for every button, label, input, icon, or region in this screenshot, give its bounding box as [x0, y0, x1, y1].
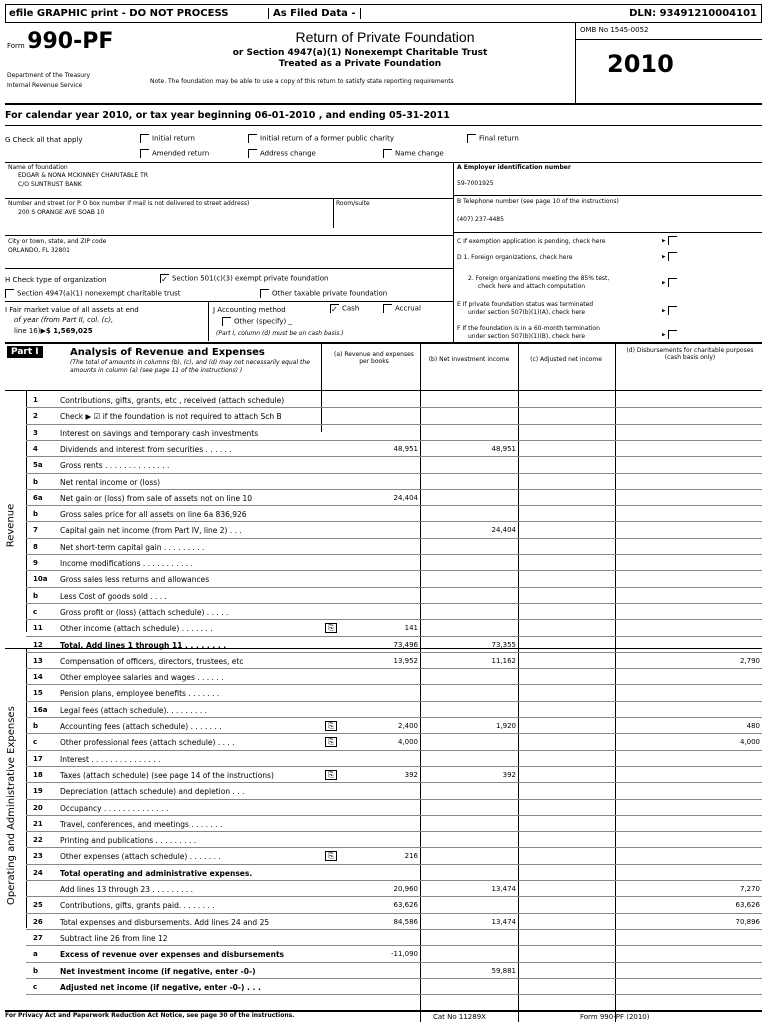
col-a-value: 392 [404, 770, 418, 779]
col-d-value: 70,896 [735, 917, 760, 926]
col-c-header: (c) Adjusted net income [530, 356, 602, 363]
col-a-value: 4,000 [397, 738, 418, 747]
e-label-1: E If private foundation status was terminated [457, 301, 594, 308]
efile-label: efile GRAPHIC print - DO NOT PROCESS [9, 8, 229, 19]
col-a-value: -11,090 [390, 950, 418, 959]
col-b-value: 24,404 [491, 526, 516, 535]
line-number: 7 [33, 526, 38, 535]
line-description: Subtract line 26 from line 12 [60, 933, 168, 943]
line-description: Interest . . . . . . . . . . . . . . . [60, 754, 161, 764]
fmv-value: $ 1,569,025 [45, 327, 93, 335]
part1-title: Analysis of Revenue and Expenses [70, 347, 265, 358]
address-change-checkbox[interactable]: Address change [248, 149, 316, 158]
form-subtitle-2: Treated as a Private Foundation [278, 59, 442, 69]
col-d-header: (d) Disbursements for charitable purposes (cash basis only) [626, 347, 754, 361]
line-number: 22 [33, 836, 43, 845]
filed-label: As Filed Data - [268, 8, 361, 19]
line-number: 3 [33, 428, 38, 437]
revenue-side-label: Revenue [5, 503, 17, 548]
city-state-zip: ORLANDO, FL 32801 [8, 247, 70, 254]
line-description: Other expenses (attach schedule) . . . . . . . [60, 852, 221, 862]
line-number: 5a [33, 461, 43, 470]
ein-label: A Employer identification number [457, 164, 571, 171]
col-a-value: 48,951 [393, 444, 418, 453]
form-title-block [5, 23, 762, 105]
line-number: 24 [33, 868, 43, 877]
line-number: 16a [33, 705, 48, 714]
line-number: b [33, 510, 39, 519]
line-description: Total. Add lines 1 through 11 . . . . . . . . [60, 640, 227, 650]
line-number: c [33, 607, 38, 616]
ein-value: 59-7001925 [457, 180, 494, 187]
line-number: b [33, 966, 39, 975]
dln-label: DLN: 93491210004101 [629, 8, 757, 19]
f-label-2: under section 507(b)(1)(B), check here [468, 333, 586, 340]
attachment-icon[interactable]: ⎘ [325, 721, 337, 731]
col-d-value: 63,626 [735, 901, 760, 910]
line-description: Other employee salaries and wages . . . . . . [60, 673, 224, 683]
footer-cat-no: Cat No 11289X [433, 1013, 486, 1021]
f-label-1: F If the foundation is in a 60-month termination [457, 325, 600, 332]
line-description: Pension plans, employee benefits . . . . . . . [60, 689, 220, 699]
form-note: Note. The foundation may be able to use a copy of this return to satisfy state reporting requirements [150, 78, 454, 85]
attachment-icon[interactable]: ⎘ [325, 623, 337, 633]
attachment-icon[interactable]: ⎘ [325, 770, 337, 780]
line-number: 20 [33, 803, 43, 812]
col-a-value: 216 [404, 852, 418, 861]
line-number: c [33, 982, 38, 991]
line-number: b [33, 477, 39, 486]
col-d-value: 7,270 [739, 885, 760, 893]
line-description: Gross profit or (loss) (attach schedule) . . . . . [60, 607, 229, 617]
h-check-label: H Check type of organization [5, 276, 107, 284]
col-a-header: (a) Revenue and expenses per books [334, 351, 414, 365]
part1-badge: Part I [7, 346, 43, 358]
line-description: Printing and publications . . . . . . . . . [60, 836, 197, 846]
line-number: 26 [33, 917, 43, 926]
c-exemption-label: C If exemption application is pending, check here [457, 238, 606, 245]
f-checkbox[interactable]: ▸ [662, 330, 680, 339]
d2-label-2: check here and attach computation [478, 283, 586, 290]
line-description: Income modifications . . . . . . . . . . . [60, 559, 193, 568]
amended-return-checkbox[interactable]: Amended return [140, 149, 209, 158]
line-description: Net rental income or (loss) [60, 477, 161, 487]
col-b-value: 392 [502, 770, 516, 779]
foundation-careof: C/O SUNTRUST BANK [18, 181, 82, 188]
initial-former-checkbox[interactable]: Initial return of a former public charity [248, 134, 394, 143]
line-number: 23 [33, 852, 43, 861]
line-number: 8 [33, 542, 38, 551]
i-fmv-label-2: of year (from Part II, col. (c), [14, 316, 114, 324]
city-label: City or town, state, and ZIP code [8, 238, 107, 245]
col-a-value: 73,496 [393, 640, 418, 649]
line-number: 17 [33, 754, 43, 763]
j-cash-checkbox[interactable]: ✓ Cash [331, 304, 360, 314]
line-description: Travel, conferences, and meetings . . . . . . . [60, 819, 223, 829]
line-description: Occupancy . . . . . . . . . . . . . . [60, 803, 169, 813]
line-description: Taxes (attach schedule) (see page 14 of the instructions) [60, 770, 274, 780]
form-prefix: Form [7, 42, 25, 50]
j-accrual-checkbox[interactable]: Accrual [383, 304, 421, 313]
omb-number: OMB No 1545-0052 [580, 26, 649, 34]
footer-privacy-notice: For Privacy Act and Paperwork Reduction Act Notice, see page 30 of the instructions. [5, 1012, 295, 1019]
h-other-checkbox[interactable]: Other taxable private foundation [260, 289, 387, 298]
line-description: Other income (attach schedule) . . . . . . . [60, 624, 213, 634]
col-a-value: 13,952 [393, 656, 418, 665]
line-description: Net gain or (loss) from sale of assets not on line 10 [60, 493, 253, 503]
j-other-checkbox[interactable]: Other (specify) _ [222, 317, 292, 326]
col-d-value: 2,790 [739, 656, 760, 665]
irs-label: Internal Revenue Service [7, 82, 83, 89]
col-d-value: 4,000 [739, 738, 760, 747]
line-number: 27 [33, 933, 43, 942]
line-description: Adjusted net income (if negative, enter -0-) . . . [60, 982, 261, 992]
col-a-value: 20,960 [393, 885, 418, 893]
dept-treasury: Department of the Treasury [7, 72, 91, 79]
line-description: Net short-term capital gain . . . . . . . . . [60, 542, 205, 552]
col-a-value: 84,586 [393, 917, 418, 926]
footer-form-id: Form 990-PF (2010) [580, 1013, 650, 1021]
line-number: 6a [33, 493, 43, 502]
line-description: Gross sales less returns and allowances [60, 575, 210, 585]
line-description: Dividends and interest from securities . . . . . . [60, 444, 232, 454]
line-number: 10a [33, 575, 48, 584]
line-number: 13 [33, 656, 43, 665]
form-number: 990-PF [27, 29, 114, 54]
phone-label: B Telephone number (see page 10 of the instructions) [457, 198, 619, 205]
line-number: 12 [33, 640, 43, 649]
line-description: Other professional fees (attach schedule) . . . . [60, 738, 235, 748]
line-number: 11 [33, 624, 43, 633]
street-label: Number and street (or P O box number if mail is not delivered to street address) [8, 200, 250, 207]
line-number: c [33, 738, 38, 747]
col-b-value: 48,951 [491, 444, 516, 453]
line-description: Excess of revenue over expenses and disbursements [60, 950, 285, 960]
part1-title-note: (The total of amounts in columns (b), (c), and (d) may not necessarily equal the amounts in column (a) (see page 11 of the instructions) ) [70, 359, 310, 374]
line-description: Legal fees (attach schedule). . . . . . . . . [60, 705, 207, 715]
h-501c3-checkbox[interactable]: ✓ Section 501(c)(3) exempt private foundation [161, 274, 329, 284]
line-description: Net investment income (if negative, enter -0-) [60, 966, 256, 976]
e-checkbox[interactable]: ▸ [662, 306, 680, 315]
line-number: 25 [33, 901, 43, 910]
line-description: Contributions, gifts, grants, etc , received (attach schedule) [60, 396, 285, 405]
tax-year: 2010 [607, 50, 674, 78]
line-number: 4 [33, 444, 38, 453]
col-d-value: 480 [746, 722, 760, 730]
calendar-year-line: For calendar year 2010, or tax year beginning 06-01-2010 , and ending 05-31-2011 [5, 110, 450, 121]
line-number: 18 [33, 770, 43, 779]
col-a-value: 63,626 [393, 901, 418, 910]
line-number: 1 [33, 396, 38, 404]
col-a-value: 24,404 [393, 493, 418, 502]
line-description: Check ▶ ☑ if the foundation is not required to attach Sch B [60, 412, 282, 422]
line-description: Compensation of officers, directors, trustees, etc [60, 656, 244, 666]
line-number: 9 [33, 559, 38, 567]
col-b-value: 73,355 [491, 640, 516, 649]
attachment-icon[interactable]: ⎘ [325, 851, 337, 861]
i-fmv-label-1: I Fair market value of all assets at end [5, 306, 139, 314]
line-number: a [33, 950, 38, 959]
d2-checkbox[interactable]: ▸ [662, 278, 680, 287]
final-return-checkbox[interactable]: Final return [467, 134, 519, 143]
col-b-value: 13,474 [491, 917, 516, 926]
col-b-value: 1,920 [495, 722, 516, 730]
col-b-header: (b) Net investment income [428, 356, 510, 363]
e-label-2: under section 507(b)(1)(A), check here [468, 309, 586, 316]
col-a-value: 2,400 [397, 722, 418, 730]
expenses-side-label: Operating and Administrative Expenses [6, 706, 17, 905]
attachment-icon[interactable]: ⎘ [325, 737, 337, 747]
line-description: Interest on savings and temporary cash investments [60, 428, 259, 438]
line-number: 21 [33, 819, 43, 828]
form-title: Return of Private Foundation [295, 29, 475, 45]
line-description: Gross rents . . . . . . . . . . . . . . [60, 461, 170, 471]
line-number: 15 [33, 689, 43, 698]
d1-foreign-label: D 1. Foreign organizations, check here [457, 254, 573, 261]
efile-header-bar [5, 4, 762, 23]
room-label: Room/suite [336, 200, 370, 207]
c-exemption-checkbox[interactable]: ▸ [662, 236, 680, 245]
line-number: 14 [33, 673, 43, 682]
line-description: Add lines 13 through 23 . . . . . . . . . [60, 885, 193, 894]
j-note: (Part I, column (d) must be on cash basis.) [216, 330, 344, 337]
line-description: Contributions, gifts, grants paid. . . . . . . . [60, 901, 215, 911]
line-description: Total operating and administrative expenses. [60, 868, 253, 878]
i-fmv-line: line 16)▶$ 1,569,025 [14, 327, 93, 335]
line-number: b [33, 591, 39, 600]
name-label: Name of foundation [8, 164, 68, 171]
name-change-checkbox[interactable]: Name change [383, 149, 444, 158]
line-number: 19 [33, 787, 43, 796]
line-description: Accounting fees (attach schedule) . . . . . . . [60, 722, 222, 731]
col-b-value: 59,881 [491, 966, 516, 975]
h-4947-checkbox[interactable]: Section 4947(a)(1) nonexempt charitable trust [5, 289, 181, 298]
g-check-label: G Check all that apply [5, 136, 83, 144]
line-description: Depreciation (attach schedule) and depletion . . . [60, 787, 245, 797]
col-b-value: 13,474 [491, 885, 516, 893]
col-b-value: 11,162 [491, 656, 516, 665]
j-accounting-label: J Accounting method [213, 306, 286, 314]
phone-value: (407) 237-4485 [457, 216, 504, 223]
street-address: 200 S ORANGE AVE SOAB 10 [18, 209, 105, 216]
d1-foreign-checkbox[interactable]: ▸ [662, 252, 680, 261]
line-description: Gross sales price for all assets on line 6a 836,926 [60, 510, 247, 520]
initial-return-checkbox[interactable]: Initial return [140, 134, 195, 143]
form-subtitle-1: or Section 4947(a)(1) Nonexempt Charitable Trust [232, 48, 488, 58]
col-a-value: 141 [404, 624, 418, 633]
d2-label-1: 2. Foreign organizations meeting the 85% test, [468, 275, 610, 282]
line-description: Less Cost of goods sold . . . . [60, 591, 167, 601]
foundation-name: EDGAR & NONA MCKINNEY CHARITABLE TR [18, 172, 148, 179]
line-number: 2 [33, 412, 38, 421]
line-description: Total expenses and disbursements. Add lines 24 and 25 [60, 917, 270, 927]
line-description: Capital gain net income (from Part IV, line 2) . . . [60, 526, 242, 536]
line-number: b [33, 722, 39, 730]
